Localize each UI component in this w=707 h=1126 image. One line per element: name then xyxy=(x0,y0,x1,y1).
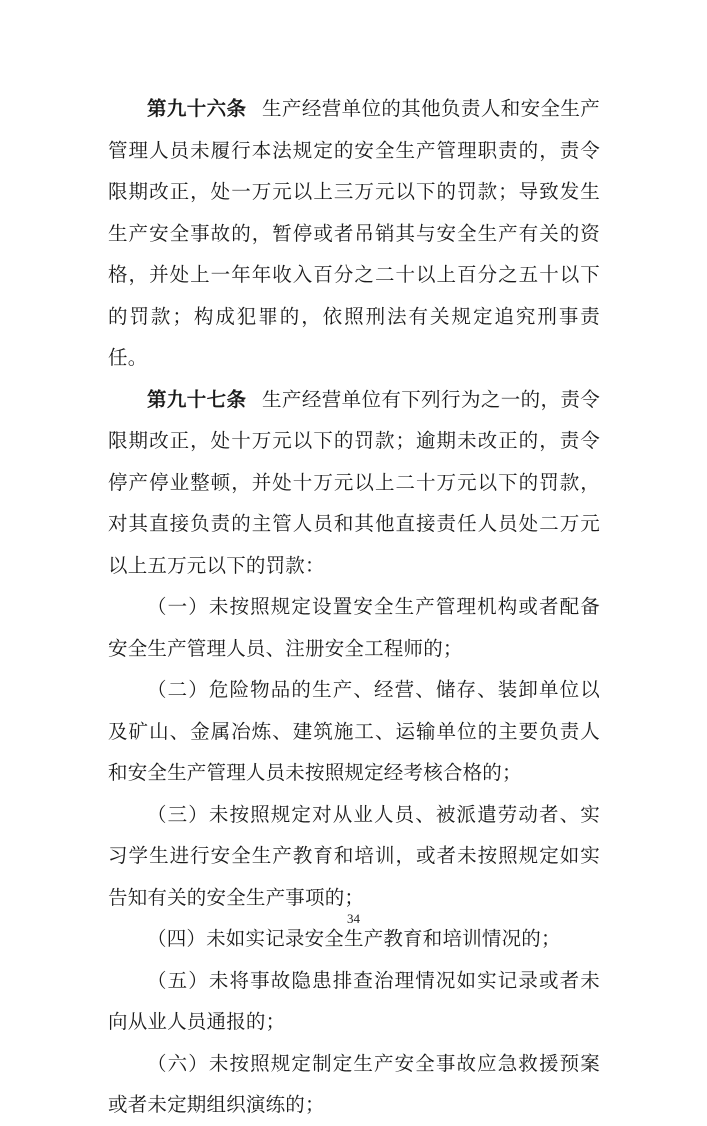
article-97-text: 生产经营单位有下列行为之一的，责令限期改正，处十万元以下的罚款；逾期未改正的，责令停产停业整顿，并处十万元以上二十万元以下的罚款，对其直接负责的主管人员和其他直接责任人员处二万元以上五万元以下的罚款： xyxy=(108,387,600,577)
article-96-text: 生产经营单位的其他负责人和安全生产管理人员未履行本法规定的安全生产管理职责的，责令限期改正，处一万元以上三万元以下的罚款；导致发生生产安全事故的，暂停或者吊销其与安全生产有关的资格，并处上一年年收入百分之二十以上百分之五十以下的罚款；构成犯罪的，依照刑法有关规定追究刑事责任。 xyxy=(108,97,600,369)
article-97-number: 第九十七条 xyxy=(147,387,247,411)
list-item-3: （三）未按照规定对从业人员、被派遣劳动者、实习学生进行安全生产教育和培训，或者未按照规定如实告知有关的安全生产事项的； xyxy=(108,802,600,909)
list-item-2: （二）危险物品的生产、经营、储存、装卸单位以及矿山、金属冶炼、建筑施工、运输单位的主要负责人和安全生产管理人员未按照规定经考核合格的； xyxy=(108,678,600,784)
page-number: 34 xyxy=(347,911,360,926)
article-97 xyxy=(108,379,600,587)
list-item-6: （六）未按照规定制定生产安全事故应急救援预案或者未定期组织演练的； xyxy=(108,1051,600,1116)
article-96 xyxy=(108,88,600,379)
document-body xyxy=(108,88,600,1126)
list-item-4: （四）未如实记录安全生产教育和培训情况的； xyxy=(147,927,561,950)
list-item-5: （五）未将事故隐患排查治理情况如实记录或者未向从业人员通报的； xyxy=(108,968,600,1033)
article-96-number: 第九十六条 xyxy=(147,97,247,120)
list-item-1: （一）未按照规定设置安全生产管理机构或者配备安全生产管理人员、注册安全工程师的； xyxy=(108,595,600,660)
